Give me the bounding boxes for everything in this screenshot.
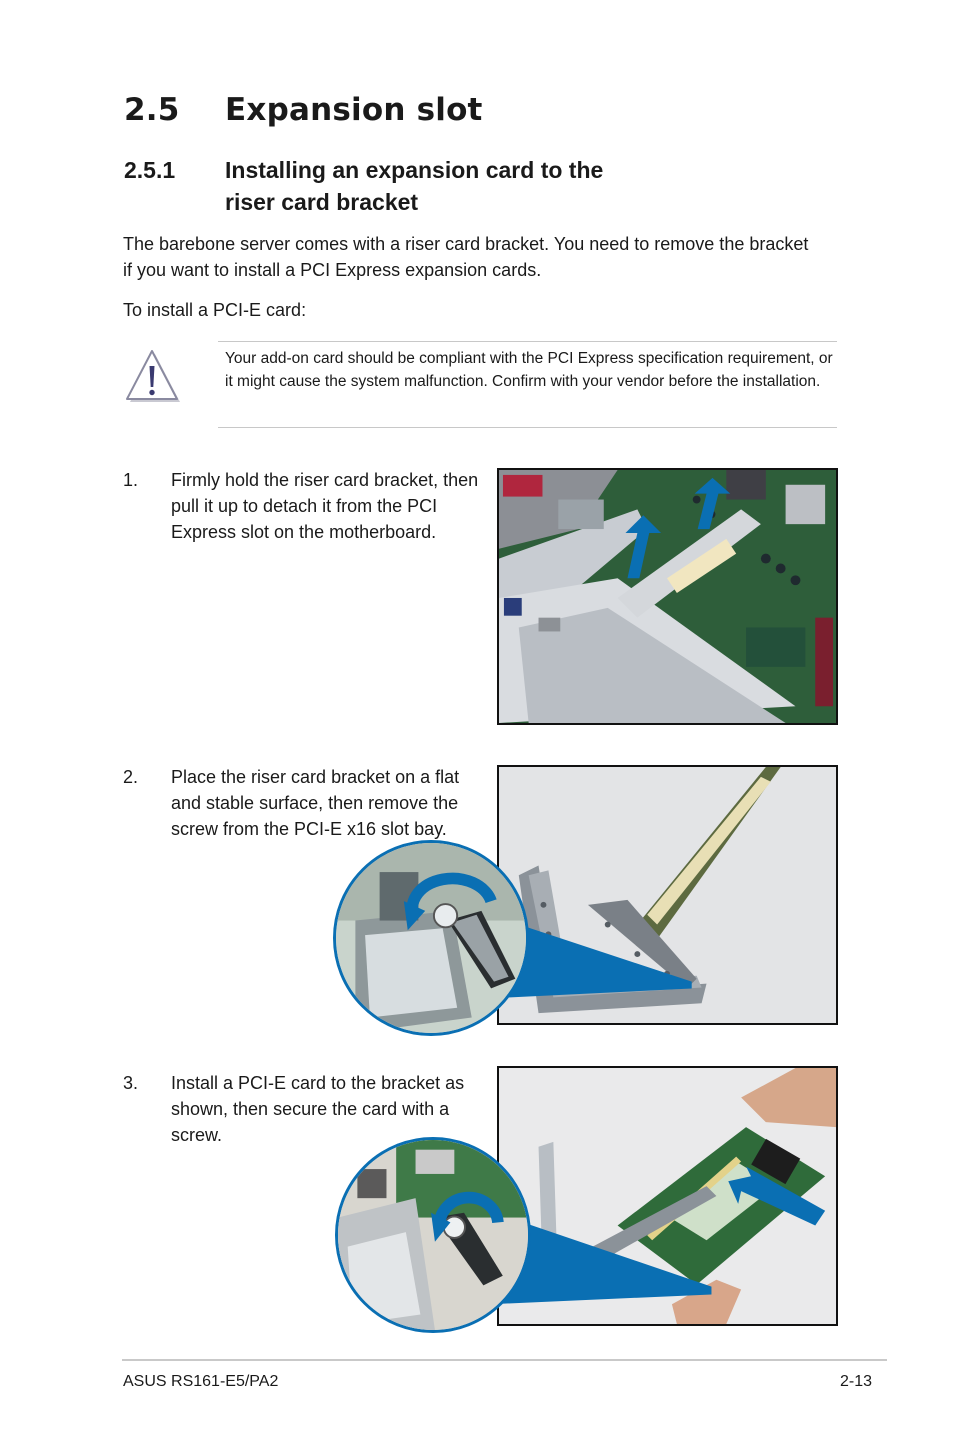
section-heading bbox=[124, 92, 483, 128]
step-2-text: Place the riser card bracket on a flat and stable surface, then remove the screw from the PCI-E x16 slot bay. bbox=[171, 767, 460, 839]
step-1-number: 1. bbox=[123, 470, 139, 490]
note-top-rule bbox=[218, 341, 837, 342]
note-bottom-rule bbox=[218, 427, 837, 428]
warning-triangle-icon bbox=[122, 349, 182, 407]
caution-note-text: Your add-on card should be compliant with the PCI Express specification requirement, or it might cause the system malfunction. Confirm with your vendor before the installation. bbox=[225, 350, 833, 390]
footer-product-name: ASUS RS161-E5/PA2 bbox=[123, 1373, 279, 1390]
section-number: 2.5 bbox=[124, 92, 180, 128]
step-2-photo-riser-bracket bbox=[497, 765, 838, 1025]
step-1-text: Firmly hold the riser card bracket, then pull it up to detach it from the PCI Express slot on the motherboard. bbox=[171, 470, 479, 542]
section-title: Expansion slot bbox=[225, 92, 483, 128]
footer-rule bbox=[122, 1359, 887, 1361]
procedure-lead: To install a PCI-E card: bbox=[123, 300, 307, 320]
step-1-photo-riser-removal bbox=[497, 468, 838, 725]
step-3-zoom-screw bbox=[335, 1137, 531, 1333]
step-2-zoom-screw bbox=[333, 840, 529, 1036]
step-3-photo-card-install bbox=[497, 1066, 838, 1326]
footer-page-number: 2-13 bbox=[840, 1373, 873, 1390]
step-2-number: 2. bbox=[123, 767, 139, 787]
step-3-text: Install a PCI-E card to the bracket as shown, then secure the card with a screw. bbox=[171, 1073, 465, 1145]
subsection-number: 2.5.1 bbox=[124, 157, 176, 183]
step-3-number: 3. bbox=[123, 1073, 139, 1093]
intro-paragraph: The barebone server comes with a riser card bracket. You need to remove the bracket if you want to install a PCI Express expansion cards. bbox=[123, 234, 809, 280]
subsection-title: Installing an expansion card to the riser card bracket bbox=[225, 157, 604, 215]
